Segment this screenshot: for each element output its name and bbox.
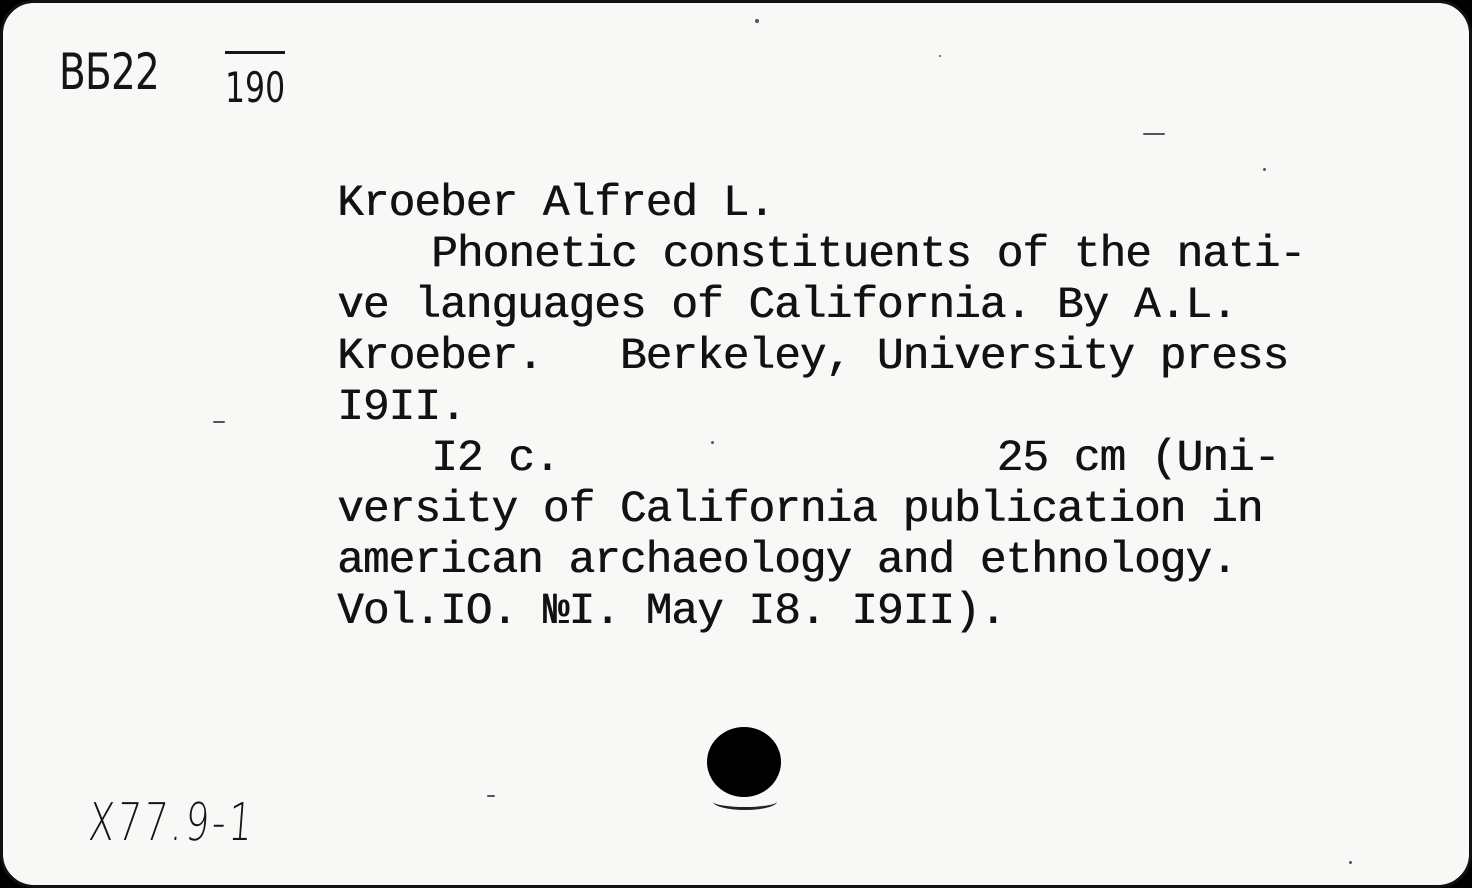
entry-series-line: versity of California publication in xyxy=(337,485,1263,535)
call-number xyxy=(59,43,286,112)
speck xyxy=(213,421,225,423)
punch-hole xyxy=(707,727,781,797)
shelf-mark: X77.9-1 xyxy=(86,793,258,853)
entry-collation-line: I2 c. 25 cm (Uni- xyxy=(431,434,1280,484)
speck xyxy=(487,795,495,797)
speck xyxy=(939,55,941,57)
entry-series-line: american archaeology and ethnology. xyxy=(337,536,1237,586)
call-number-main: ВБ22 xyxy=(59,43,160,101)
speck xyxy=(1143,133,1165,135)
speck xyxy=(1263,168,1266,171)
speck xyxy=(1349,861,1352,864)
punch-hole-shadow xyxy=(713,793,777,810)
speck xyxy=(755,19,759,23)
call-number-sub: 190 xyxy=(225,51,285,110)
catalog-entry xyxy=(337,179,1472,638)
entry-author: Kroeber Alfred L. xyxy=(337,179,774,229)
entry-imprint-year: I9II. xyxy=(337,383,466,433)
entry-title-line: Phonetic constituents of the nati- xyxy=(431,230,1305,280)
entry-title-line: ve languages of California. By A.L. xyxy=(337,281,1237,331)
entry-imprint-line: Kroeber. Berkeley, University press xyxy=(337,332,1289,382)
entry-series-line: Vol.IO. №I. May I8. I9II). xyxy=(337,587,1006,637)
